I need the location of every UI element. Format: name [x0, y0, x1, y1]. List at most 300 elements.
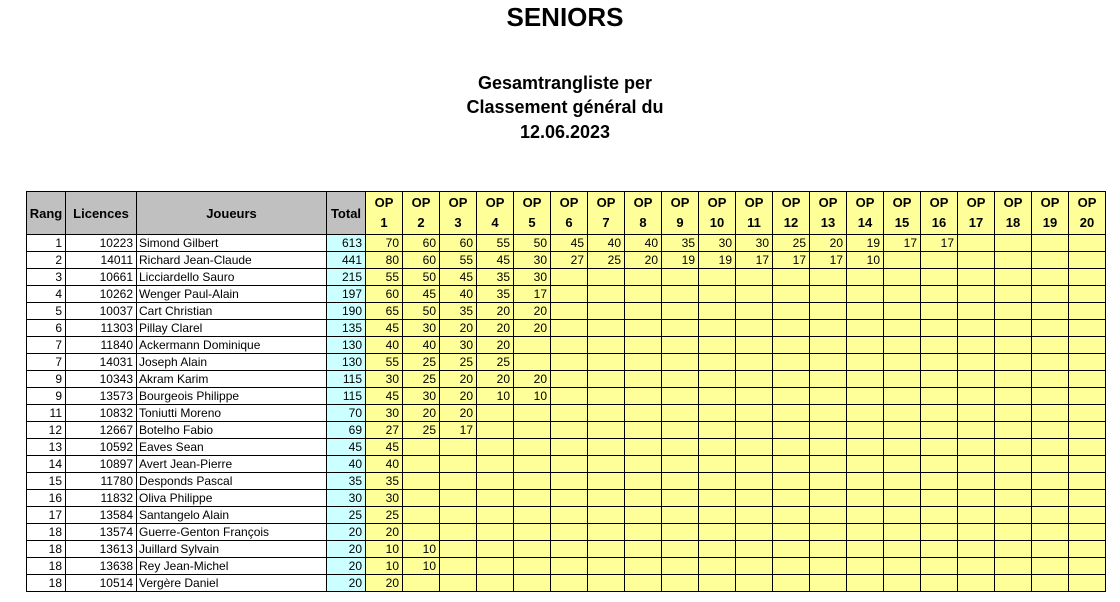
op-score-cell: 30	[403, 320, 440, 337]
op-score-cell	[921, 405, 958, 422]
op-score-cell	[1069, 541, 1106, 558]
op-score-cell	[477, 473, 514, 490]
op-score-cell: 20	[440, 371, 477, 388]
op-score-cell	[995, 575, 1032, 592]
op-score-cell	[1069, 473, 1106, 490]
op-score-cell	[810, 439, 847, 456]
op-score-cell	[514, 456, 551, 473]
op-score-cell	[773, 405, 810, 422]
op-score-cell	[810, 337, 847, 354]
op-score-cell	[662, 575, 699, 592]
op-score-cell	[810, 320, 847, 337]
op-score-cell	[736, 303, 773, 320]
op-score-cell	[625, 320, 662, 337]
op-score-cell	[1032, 405, 1069, 422]
op-score-cell: 20	[810, 235, 847, 252]
header-op-label: OP	[374, 195, 394, 210]
op-score-cell: 17	[810, 252, 847, 269]
op-score-cell	[736, 490, 773, 507]
table-body	[27, 235, 1106, 592]
op-score-cell	[551, 575, 588, 592]
op-score-cell	[625, 490, 662, 507]
total-cell: 20	[327, 541, 366, 558]
header-op-label: OP	[1077, 195, 1097, 210]
header-op-number: 5	[528, 215, 536, 230]
op-score-cell	[958, 286, 995, 303]
op-score-cell	[810, 541, 847, 558]
op-score-cell	[1032, 490, 1069, 507]
op-score-cell	[699, 558, 736, 575]
op-score-cell: 20	[440, 405, 477, 422]
op-score-cell	[699, 575, 736, 592]
op-score-cell	[440, 456, 477, 473]
licence-cell: 13574	[66, 524, 137, 541]
table-row	[27, 286, 1106, 303]
op-score-cell	[440, 490, 477, 507]
op-score-cell	[588, 524, 625, 541]
player-name-cell: Richard Jean-Claude	[137, 252, 327, 269]
op-score-cell	[958, 524, 995, 541]
op-score-cell: 45	[366, 320, 403, 337]
op-score-cell	[736, 575, 773, 592]
header-op-2	[403, 192, 440, 235]
rang-cell: 3	[27, 269, 66, 286]
op-score-cell	[1069, 269, 1106, 286]
op-score-cell	[1069, 405, 1106, 422]
header-op-label: OP	[818, 195, 838, 210]
header-op-15	[884, 192, 921, 235]
op-score-cell	[514, 405, 551, 422]
op-score-cell	[810, 473, 847, 490]
header-op-6	[551, 192, 588, 235]
op-score-cell	[884, 405, 921, 422]
op-score-cell: 40	[366, 337, 403, 354]
op-score-cell	[773, 575, 810, 592]
op-score-cell: 45	[440, 269, 477, 286]
op-score-cell	[551, 524, 588, 541]
op-score-cell	[1069, 235, 1106, 252]
op-score-cell	[588, 575, 625, 592]
header-op-10	[699, 192, 736, 235]
page-title: SENIORS	[506, 2, 624, 32]
header-row	[27, 192, 1106, 235]
op-score-cell: 25	[366, 507, 403, 524]
table-row	[27, 235, 1106, 252]
op-score-cell	[736, 558, 773, 575]
op-score-cell	[884, 286, 921, 303]
subtitle-line-1: Gesamtrangliste per	[477, 73, 653, 93]
op-score-cell	[514, 558, 551, 575]
op-score-cell	[736, 541, 773, 558]
op-score-cell	[884, 252, 921, 269]
header-op-label: OP	[781, 195, 801, 210]
op-score-cell	[995, 303, 1032, 320]
op-score-cell: 40	[366, 456, 403, 473]
op-score-cell	[588, 320, 625, 337]
op-score-cell	[958, 456, 995, 473]
total-cell: 20	[327, 558, 366, 575]
op-score-cell	[995, 541, 1032, 558]
table-row	[27, 354, 1106, 371]
table-row	[27, 303, 1106, 320]
op-score-cell	[921, 388, 958, 405]
licence-cell: 10832	[66, 405, 137, 422]
header-op-16	[921, 192, 958, 235]
op-score-cell	[995, 371, 1032, 388]
op-score-cell	[884, 456, 921, 473]
op-score-cell	[1069, 286, 1106, 303]
total-cell: 35	[327, 473, 366, 490]
table-row	[27, 575, 1106, 592]
table-row	[27, 371, 1106, 388]
op-score-cell	[884, 439, 921, 456]
op-score-cell	[514, 490, 551, 507]
op-score-cell	[736, 473, 773, 490]
header-op-14	[847, 192, 884, 235]
player-name-cell: Botelho Fabio	[137, 422, 327, 439]
op-score-cell	[625, 286, 662, 303]
op-score-cell	[773, 558, 810, 575]
table-row	[27, 473, 1106, 490]
op-score-cell	[810, 269, 847, 286]
op-score-cell	[625, 371, 662, 388]
op-score-cell	[477, 507, 514, 524]
op-score-cell	[773, 473, 810, 490]
player-name-cell: Cart Christian	[137, 303, 327, 320]
op-score-cell: 30	[699, 235, 736, 252]
op-score-cell	[625, 354, 662, 371]
op-score-cell	[477, 524, 514, 541]
op-score-cell: 40	[403, 337, 440, 354]
op-score-cell	[921, 337, 958, 354]
op-score-cell: 20	[514, 303, 551, 320]
op-score-cell	[440, 541, 477, 558]
op-score-cell	[847, 490, 884, 507]
op-score-cell	[625, 456, 662, 473]
op-score-cell	[884, 473, 921, 490]
licence-cell: 13584	[66, 507, 137, 524]
op-score-cell	[699, 473, 736, 490]
op-score-cell	[773, 269, 810, 286]
licence-cell: 10223	[66, 235, 137, 252]
op-score-cell	[810, 422, 847, 439]
op-score-cell	[773, 456, 810, 473]
op-score-cell	[958, 252, 995, 269]
op-score-cell	[514, 524, 551, 541]
op-score-cell: 30	[736, 235, 773, 252]
op-score-cell	[625, 507, 662, 524]
header-op-5	[514, 192, 551, 235]
header-op-number: 9	[676, 215, 684, 230]
player-name-cell: Joseph Alain	[137, 354, 327, 371]
op-score-cell: 20	[477, 303, 514, 320]
header-total: Total	[327, 192, 366, 235]
op-score-cell	[551, 388, 588, 405]
op-score-cell: 20	[366, 575, 403, 592]
op-score-cell	[662, 371, 699, 388]
op-score-cell	[810, 456, 847, 473]
op-score-cell	[810, 490, 847, 507]
op-score-cell	[588, 507, 625, 524]
op-score-cell	[440, 524, 477, 541]
header-op-number: 12	[783, 215, 799, 230]
op-score-cell	[625, 269, 662, 286]
op-score-cell	[588, 388, 625, 405]
header-op-number: 17	[968, 215, 984, 230]
header-op-number: 20	[1079, 215, 1095, 230]
header-op-number: 1	[380, 215, 388, 230]
op-score-cell	[884, 541, 921, 558]
op-score-cell: 60	[403, 252, 440, 269]
op-score-cell	[847, 303, 884, 320]
op-score-cell	[921, 507, 958, 524]
op-score-cell: 10	[403, 558, 440, 575]
op-score-cell	[958, 422, 995, 439]
op-score-cell	[1032, 524, 1069, 541]
op-score-cell	[736, 405, 773, 422]
op-score-cell	[1069, 252, 1106, 269]
op-score-cell: 55	[440, 252, 477, 269]
op-score-cell	[884, 558, 921, 575]
op-score-cell	[625, 388, 662, 405]
op-score-cell	[1069, 490, 1106, 507]
op-score-cell	[699, 439, 736, 456]
op-score-cell	[662, 269, 699, 286]
header-op-label: OP	[559, 195, 579, 210]
op-score-cell	[1069, 371, 1106, 388]
op-score-cell: 35	[366, 473, 403, 490]
op-score-cell	[995, 269, 1032, 286]
op-score-cell	[551, 490, 588, 507]
op-score-cell	[551, 371, 588, 388]
op-score-cell	[588, 558, 625, 575]
op-score-cell	[958, 575, 995, 592]
rang-cell: 17	[27, 507, 66, 524]
op-score-cell	[477, 422, 514, 439]
op-score-cell	[958, 473, 995, 490]
op-score-cell	[921, 252, 958, 269]
total-cell: 190	[327, 303, 366, 320]
player-name-cell: Desponds Pascal	[137, 473, 327, 490]
header-op-label: OP	[744, 195, 764, 210]
licence-cell: 10262	[66, 286, 137, 303]
op-score-cell: 10	[477, 388, 514, 405]
header-op-number: 2	[417, 215, 425, 230]
op-score-cell	[847, 320, 884, 337]
licence-cell: 11780	[66, 473, 137, 490]
op-score-cell	[588, 371, 625, 388]
player-name-cell: Wenger Paul-Alain	[137, 286, 327, 303]
player-name-cell: Pillay Clarel	[137, 320, 327, 337]
rang-cell: 18	[27, 524, 66, 541]
licence-cell: 10661	[66, 269, 137, 286]
op-score-cell	[477, 558, 514, 575]
header-op-label: OP	[707, 195, 727, 210]
subtitle-line-3: 12.06.2023	[519, 122, 611, 142]
header-licences: Licences	[66, 192, 137, 235]
licence-cell: 10897	[66, 456, 137, 473]
licence-cell: 10592	[66, 439, 137, 456]
table-row	[27, 456, 1106, 473]
header-op-number: 7	[602, 215, 610, 230]
table-row	[27, 269, 1106, 286]
header-op-label: OP	[522, 195, 542, 210]
op-score-cell	[921, 524, 958, 541]
op-score-cell	[958, 303, 995, 320]
licence-cell: 13573	[66, 388, 137, 405]
op-score-cell	[1069, 558, 1106, 575]
op-score-cell	[810, 575, 847, 592]
rang-cell: 9	[27, 388, 66, 405]
header-op-11	[736, 192, 773, 235]
op-score-cell	[884, 354, 921, 371]
op-score-cell	[477, 575, 514, 592]
op-score-cell: 20	[403, 405, 440, 422]
op-score-cell	[736, 439, 773, 456]
rang-cell: 18	[27, 541, 66, 558]
op-score-cell	[847, 388, 884, 405]
op-score-cell	[1032, 303, 1069, 320]
op-score-cell	[1069, 575, 1106, 592]
op-score-cell	[699, 286, 736, 303]
op-score-cell	[847, 473, 884, 490]
header-op-number: 13	[820, 215, 836, 230]
licence-cell: 11303	[66, 320, 137, 337]
op-score-cell	[625, 303, 662, 320]
op-score-cell	[625, 541, 662, 558]
op-score-cell	[699, 388, 736, 405]
op-score-cell	[884, 303, 921, 320]
op-score-cell	[773, 371, 810, 388]
op-score-cell	[736, 456, 773, 473]
op-score-cell	[810, 405, 847, 422]
op-score-cell	[847, 422, 884, 439]
op-score-cell	[1032, 252, 1069, 269]
op-score-cell	[440, 439, 477, 456]
op-score-cell	[810, 303, 847, 320]
op-score-cell: 10	[366, 558, 403, 575]
op-score-cell	[699, 507, 736, 524]
op-score-cell	[736, 286, 773, 303]
licence-cell: 13613	[66, 541, 137, 558]
player-name-cell: Akram Karim	[137, 371, 327, 388]
op-score-cell: 30	[366, 405, 403, 422]
header-op-label: OP	[485, 195, 505, 210]
op-score-cell: 60	[403, 235, 440, 252]
op-score-cell	[921, 286, 958, 303]
op-score-cell	[921, 558, 958, 575]
rang-cell: 11	[27, 405, 66, 422]
op-score-cell	[588, 337, 625, 354]
op-score-cell	[773, 524, 810, 541]
player-name-cell: Vergère Daniel	[137, 575, 327, 592]
op-score-cell	[847, 541, 884, 558]
op-score-cell	[810, 558, 847, 575]
op-score-cell	[662, 439, 699, 456]
op-score-cell: 17	[884, 235, 921, 252]
total-cell: 130	[327, 337, 366, 354]
op-score-cell	[958, 558, 995, 575]
op-score-cell	[847, 524, 884, 541]
op-score-cell	[958, 269, 995, 286]
table-row	[27, 490, 1106, 507]
rang-cell: 18	[27, 575, 66, 592]
op-score-cell	[921, 422, 958, 439]
op-score-cell	[662, 320, 699, 337]
op-score-cell	[699, 422, 736, 439]
header-op-number: 14	[857, 215, 873, 230]
op-score-cell	[921, 456, 958, 473]
op-score-cell: 25	[403, 371, 440, 388]
op-score-cell	[588, 439, 625, 456]
op-score-cell	[1069, 354, 1106, 371]
op-score-cell: 25	[440, 354, 477, 371]
op-score-cell	[736, 337, 773, 354]
op-score-cell	[773, 439, 810, 456]
op-score-cell	[699, 490, 736, 507]
rang-cell: 7	[27, 354, 66, 371]
header-op-number: 4	[491, 215, 499, 230]
header-op-label: OP	[411, 195, 431, 210]
op-score-cell	[662, 541, 699, 558]
rang-cell: 15	[27, 473, 66, 490]
header-op-number: 8	[639, 215, 647, 230]
op-score-cell: 45	[366, 388, 403, 405]
op-score-cell	[662, 354, 699, 371]
header-op-number: 16	[931, 215, 947, 230]
op-score-cell	[1032, 575, 1069, 592]
op-score-cell: 70	[366, 235, 403, 252]
header-op-8	[625, 192, 662, 235]
op-score-cell	[847, 337, 884, 354]
op-score-cell: 55	[366, 269, 403, 286]
header-op-20	[1069, 192, 1106, 235]
op-score-cell	[588, 456, 625, 473]
op-score-cell: 45	[403, 286, 440, 303]
op-score-cell: 60	[366, 286, 403, 303]
op-score-cell	[588, 354, 625, 371]
op-score-cell	[699, 524, 736, 541]
player-name-cell: Bourgeois Philippe	[137, 388, 327, 405]
op-score-cell	[736, 320, 773, 337]
op-score-cell: 45	[477, 252, 514, 269]
header-op-19	[1032, 192, 1069, 235]
total-cell: 20	[327, 575, 366, 592]
op-score-cell	[625, 422, 662, 439]
op-score-cell	[847, 456, 884, 473]
op-score-cell	[662, 473, 699, 490]
op-score-cell	[1069, 303, 1106, 320]
op-score-cell	[958, 337, 995, 354]
total-cell: 30	[327, 490, 366, 507]
op-score-cell	[625, 524, 662, 541]
table-row	[27, 388, 1106, 405]
op-score-cell: 20	[477, 320, 514, 337]
op-score-cell	[736, 388, 773, 405]
header-rang: Rang	[27, 192, 66, 235]
op-score-cell: 25	[773, 235, 810, 252]
op-score-cell	[847, 354, 884, 371]
op-score-cell	[588, 422, 625, 439]
rang-cell: 5	[27, 303, 66, 320]
op-score-cell: 60	[440, 235, 477, 252]
op-score-cell	[625, 558, 662, 575]
table-row	[27, 252, 1106, 269]
op-score-cell	[958, 388, 995, 405]
op-score-cell	[551, 422, 588, 439]
op-score-cell: 25	[403, 422, 440, 439]
op-score-cell	[1032, 269, 1069, 286]
